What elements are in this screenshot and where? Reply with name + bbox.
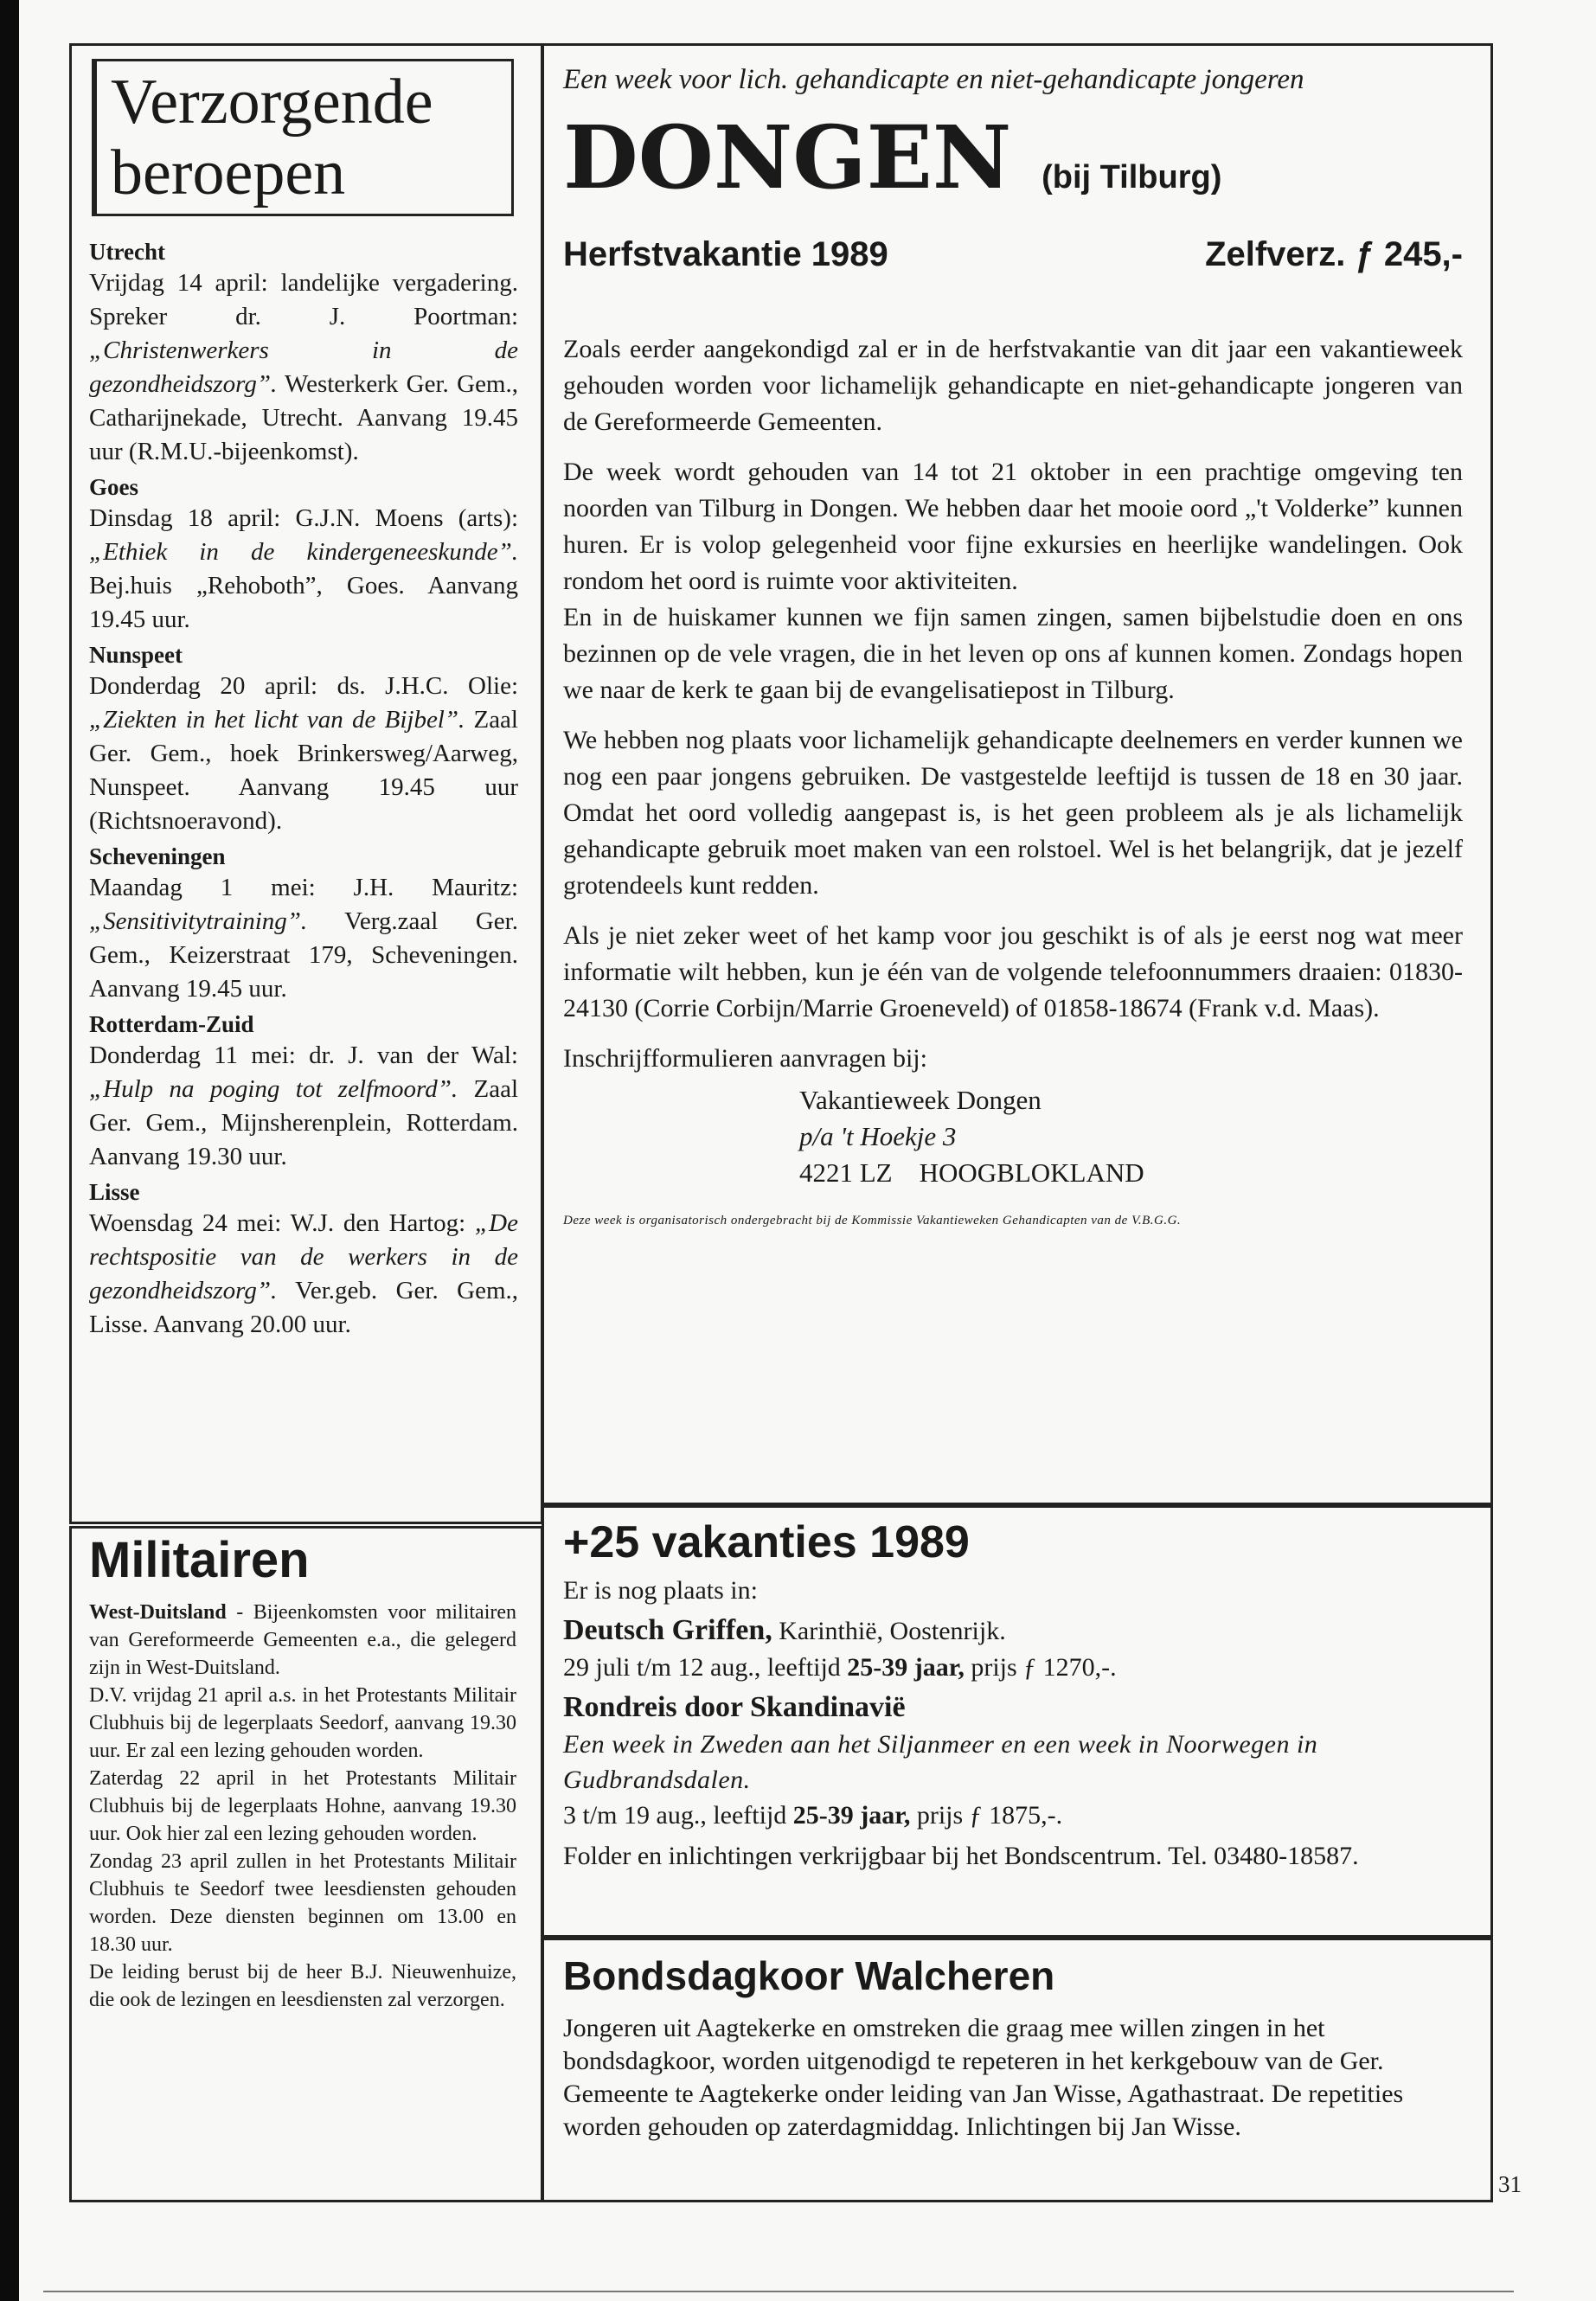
trip-deutsch-griffen: Deutsch Griffen, Karinthië, Oostenrijk.: [563, 1614, 1006, 1646]
event-text: Dinsdag 18 april: G.J.N. Moens (arts): „Ethiek in de kindergeneeskunde”. Bej.huis „Rehoboth”, Goes. Aanvang 19.45 uur.: [89, 504, 518, 633]
event-city: Rotterdam-Zuid: [89, 1011, 254, 1037]
trip-details: 29 juli t/m 12 aug., leeftijd 25-39 jaar, prijs ƒ 1270,-.: [563, 1653, 1117, 1682]
event-city: Scheveningen: [89, 843, 226, 869]
koor-heading: Bondsdagkoor Walcheren: [563, 1953, 1055, 1998]
militairen-text: [89, 1599, 516, 2014]
militairen-lead: West-Duitsland - Bijeenkomsten voor militairen van Gereformeerde Gemeenten e.a., die gelegerd zijn in West-Duitsland.: [89, 1601, 516, 1679]
dongen-price: Zelfverz. ƒ 245,-: [1205, 235, 1463, 273]
event-item: [89, 1009, 518, 1174]
militairen-paragraph: D.V. vrijdag 21 april a.s. in het Protestants Militair Clubhuis bij de legerplaats Seedorf, aanvang 19.30 uur. Er zal een lezing gehouden worden.: [89, 1684, 516, 1762]
event-item: [89, 472, 518, 637]
event-text: Maandag 1 mei: J.H. Mauritz: „Sensitivitytraining”. Verg.zaal Ger. Gem., Keizerstraat 179, Scheveningen. Aanvang 19.45 uur.: [89, 874, 518, 1003]
vakanties-info: Folder en inlichtingen verkrijgbaar bij het Bondscentrum. Tel. 03480-18587.: [563, 1842, 1359, 1870]
event-city: Nunspeet: [89, 642, 183, 668]
trip-description: Een week in Zweden aan het Siljanmeer en een week in Noorwegen in Gudbrandsdalen.: [563, 1730, 1318, 1794]
dongen-season-row: [563, 233, 1463, 276]
event-text: Donderdag 11 mei: dr. J. van der Wal: „Hulp na poging tot zelfmoord”. Zaal Ger. Gem., Mijnsherenplein, Rotterdam. Aanvang 19.30 uur.: [89, 1042, 518, 1170]
event-city: Lisse: [89, 1179, 140, 1205]
vakanties-intro: Er is nog plaats in:: [563, 1576, 758, 1605]
event-item: [89, 1177, 518, 1342]
koor-text: Jongeren uit Aagtekerke en omstreken die graag mee willen zingen in het bondsdagkoor, worden uitgenodigd te repeteren in het kerkgebouw van de Ger. Gemeente te Aagtekerke onder leiding van Jan Wisse, Agathastraat. De repetities worden gehouden op zaterdagmiddag. Inlichtingen bij Jan Wisse.: [563, 2014, 1404, 2141]
section-title-box: [92, 59, 514, 216]
dongen-title: DONGEN (bij Tilburg): [563, 106, 1222, 208]
dongen-footnote: Deze week is organisatorisch ondergebracht bij de Kommissie Vakantieweken Gehandicapten van de V.B.G.G.: [563, 1214, 1182, 1227]
event-text: Vrijdag 14 april: landelijke vergadering. Spreker dr. J. Poortman: „Christenwerkers in de gezondheidszorg”. Westerkerk Ger. Gem., Catharijnekade, Utrecht. Aanvang 19.45 uur (R.M.U.-bijeenkomst).: [89, 269, 518, 465]
trip-details: 3 t/m 19 aug., leeftijd 25-39 jaar, prijs ƒ 1875,-.: [563, 1801, 1063, 1830]
vakanties-article: [563, 1512, 1463, 1874]
dongen-paragraph: Als je niet zeker weet of het kamp voor jou geschikt is of als je eerst nog wat meer informatie wilt hebben, kun je één van de volgende telefoonnummers draaien: 01830-24130 (Corrie Corbijn/Marrie Groeneveld) of 01858-18674 (Frank v.d. Maas).: [563, 921, 1463, 1022]
dongen-season: Herfstvakantie 1989: [563, 235, 888, 273]
binding-edge: [0, 0, 19, 2301]
dongen-paragraph: De week wordt gehouden van 14 tot 21 oktober in een prachtige omgeving ten noorden van Tilburg in Dongen. We hebben daar het mooie oord „'t Volderke” kunnen huren. Er is volop gelegenheid voor fijne exkursies en heerlijke wandelingen. Ook rondom het oord is ruimte voor aktiviteiten. En in de huiskamer kunnen we fijn samen zingen, samen bijbelstudie doen en ons bezinnen op de vele vragen, die in het leven op ons af kunnen komen. Zondags hopen we naar de kerk te gaan bij de evangelisatiepost in Tilburg.: [563, 458, 1463, 704]
events-list: [89, 234, 518, 1342]
militairen-paragraph: De leiding berust bij de heer B.J. Nieuwenhuize, die ook de lezingen en leesdiensten zal verzorgen.: [89, 1961, 516, 2011]
section-title: Verzorgende beroepen: [111, 67, 433, 208]
page-number: 31: [1498, 2171, 1522, 2197]
dongen-article: [563, 62, 1463, 1228]
militairen-paragraph: Zaterdag 22 april in het Protestants Militair Clubhuis bij de legerplaats Hohne, aanvang 19.30 uur. Ook hier zal een lezing gehouden worden.: [89, 1767, 516, 1845]
dongen-paragraph: We hebben nog plaats voor lichamelijk gehandicapte deelnemers en verder kunnen we nog een paar jongens gebruiken. De vastgestelde leeftijd is tussen de 18 en 30 jaar. Omdat het oord volledig aangepast is, is het geen probleem als je als lichamelijk gehandicapte gebruik moet maken van een rolstoel. Wel is het belangrijk, dat je jezelf grotendeels kunt redden.: [563, 726, 1463, 900]
event-text: Donderdag 20 april: ds. J.H.C. Olie: „Ziekten in het licht van de Bijbel”. Zaal Ger. Gem., hoek Brinkersweg/Aarweg, Nunspeet. Aanvang 19.45 uur (Richtsnoeravond).: [89, 672, 518, 835]
dongen-kicker: Een week voor lich. gehandicapte en niet-gehandicapte jongeren: [563, 64, 1304, 95]
militairen-heading: Militairen: [89, 1532, 310, 1588]
militairen-paragraph: Zondag 23 april zullen in het Protestants Militair Clubhuis te Seedorf twee leesdiensten gehouden worden. Deze diensten beginnen om 13.00 en 18.30 uur.: [89, 1850, 516, 1956]
dongen-address: Vakantieweek Dongen p/a 't Hoekje 3 4221 LZ HOOGBLOKLAND: [799, 1085, 1144, 1188]
event-item: [89, 237, 518, 469]
trip-skandinavie: Rondreis door Skandinavië: [563, 1691, 906, 1723]
event-item: [89, 842, 518, 1006]
koor-article: [563, 1948, 1463, 2144]
event-text: Woensdag 24 mei: W.J. den Hartog: „De rechtspositie van de werkers in de gezondheidszorg”. Ver.geb. Ger. Gem., Lisse. Aanvang 20.00 uur.: [89, 1209, 518, 1338]
event-city: Goes: [89, 474, 138, 500]
dongen-paragraph: Inschrijfformulieren aanvragen bij:: [563, 1044, 927, 1073]
dongen-title-suffix: (bij Tilburg): [1042, 159, 1222, 195]
event-city: Utrecht: [89, 239, 165, 265]
dongen-paragraph: Zoals eerder aangekondigd zal er in de herfstvakantie van dit jaar een vakantieweek gehouden worden voor lichamelijk gehandicapte en niet-gehandicapte jongeren van de Gereformeerde Gemeenten.: [563, 335, 1463, 436]
vakanties-heading: +25 vakanties 1989: [563, 1517, 970, 1567]
event-item: [89, 640, 518, 838]
page-bottom-rule: [43, 2291, 1514, 2292]
